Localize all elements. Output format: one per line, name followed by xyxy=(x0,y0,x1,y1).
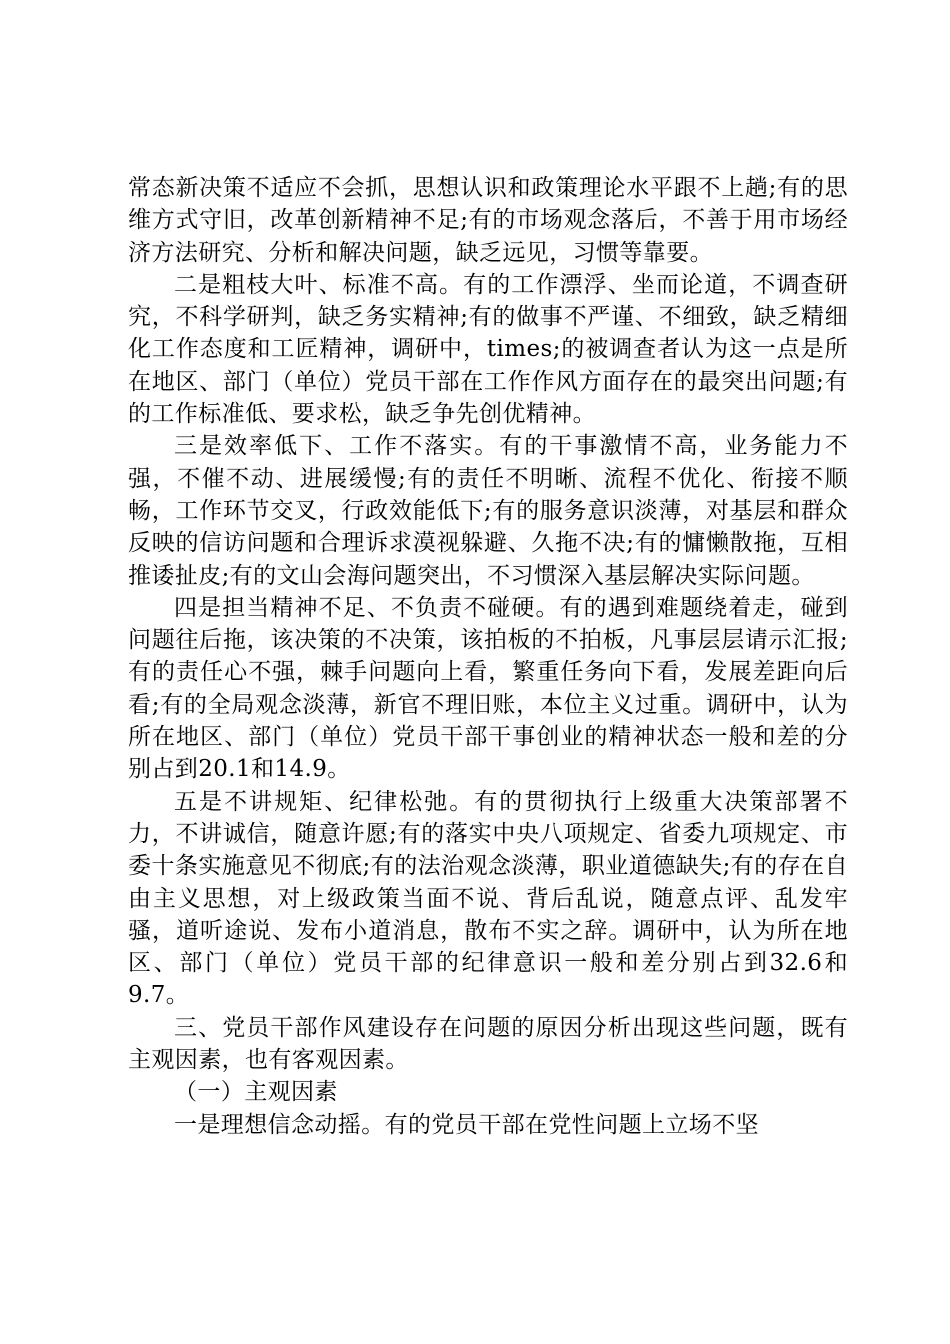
paragraph-continuation: 常态新决策不适应不会抓，思想认识和政策理论水平跟不上趟;有的思维方式守旧，改革创新精神不足;有的市场观念落后，不善于用市场经济方法研究、分析和解决问题，缺乏远见，习惯等靠要。 xyxy=(128,175,848,266)
paragraph-point-four: 四是担当精神不足、不负责不碰硬。有的遇到难题绕着走，碰到问题往后拖，该决策的不决策，该拍板的不拍板，凡事层层请示汇报;有的责任心不强，棘手问题向上看，繁重任务向下看，发展差距向后看;有的全局观念淡薄，新官不理旧账，本位主义过重。调研中，认为所在地区、部门（单位）党员干部干事创业的精神状态一般和差的分别占到20.1和14.9。 xyxy=(128,594,848,783)
paragraph-subjective-one: 一是理想信念动摇。有的党员干部在党性问题上立场不坚 xyxy=(174,1111,759,1138)
section-three-heading: 三、党员干部作风建设存在问题的原因分析出现这些问题，既有主观因素，也有客观因素。 xyxy=(128,1014,848,1074)
document-body xyxy=(128,172,848,1141)
paragraph-point-five: 五是不讲规矩、纪律松弛。有的贯彻执行上级重大决策部署不力，不讲诚信，随意许愿;有的落实中央八项规定、省委九项规定、市委十条实施意见不彻底;有的法治观念淡薄，职业道德缺失;有的存在自由主义思想，对上级政策当面不说、背后乱说，随意点评、乱发牢骚，道听途说、发布小道消息，散布不实之辞。调研中，认为所在地区、部门（单位）党员干部的纪律意识一般和差分别占到32.6和9.7。 xyxy=(128,788,848,1009)
subsection-heading-subjective: （一）主观因素 xyxy=(174,1079,338,1106)
paragraph-point-three: 三是效率低下、工作不落实。有的干事激情不高，业务能力不强，不催不动、进展缓慢;有的责任不明晰、流程不优化、衔接不顺畅，工作环节交叉，行政效能低下;有的服务意识淡薄，对基层和群众反映的信访问题和合理诉求漠视躲避、久拖不决;有的慵懒散拖，互相推诿扯皮;有的文山会海问题突出，不习惯深入基层解决实际问题。 xyxy=(128,433,848,589)
paragraph-point-two: 二是粗枝大叶、标准不高。有的工作漂浮、坐而论道，不调查研究，不科学研判，缺乏务实精神;有的做事不严谨、不细致，缺乏精细化工作态度和工匠精神，调研中，times;的被调查者认为这一点是所在地区、部门（单位）党员干部在工作作风方面存在的最突出问题;有的工作标准低、要求松，缺乏争先创优精神。 xyxy=(128,271,848,428)
